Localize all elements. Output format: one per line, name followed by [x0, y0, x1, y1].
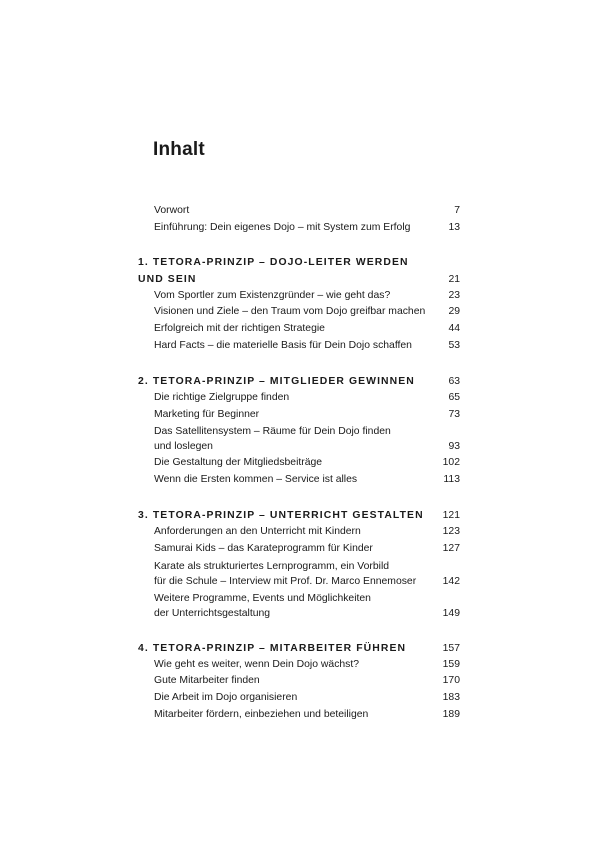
toc-entry-page: 13 — [448, 221, 460, 233]
chapter-heading-page: 157 — [442, 642, 460, 654]
spacer — [138, 355, 460, 373]
chapter-heading-page: 21 — [448, 273, 460, 285]
toc-entry-title: Die richtige Zielgruppe finden — [154, 391, 290, 403]
toc-entry[interactable] — [138, 590, 460, 622]
spacer — [138, 237, 460, 254]
toc-front-matter — [138, 203, 460, 237]
toc-entry-page: 159 — [442, 658, 460, 670]
toc-chapter-heading[interactable] — [138, 373, 460, 390]
toc-entry[interactable] — [138, 220, 460, 237]
toc-chapter-heading[interactable] — [138, 507, 460, 524]
toc-entry-page: 113 — [443, 474, 460, 486]
spacer — [138, 489, 460, 507]
toc-entry-title: Mitarbeiter fördern, einbeziehen und beteiligen — [154, 708, 369, 720]
toc-entry-title: Wie geht es weiter, wenn Dein Dojo wächst? — [154, 658, 360, 670]
chapter-heading-title: 1. TETORA-PRINZIP – DOJO-LEITER WERDEN UND SEIN — [138, 256, 409, 285]
toc-entry-page: 44 — [448, 323, 460, 335]
toc-entry-page: 127 — [442, 542, 460, 554]
toc-entry-title: Anforderungen an den Unterricht mit Kindern — [154, 525, 361, 537]
toc-entry-page: 142 — [442, 575, 460, 587]
toc-chapter-4 — [138, 640, 460, 724]
toc-entry-title: Hard Facts – die materielle Basis für Dein Dojo schaffen — [154, 339, 412, 351]
toc-entry-title: Gute Mitarbeiter finden — [154, 675, 260, 687]
toc-chapter-heading[interactable] — [138, 254, 460, 288]
toc-entry[interactable] — [138, 321, 460, 338]
toc-entry[interactable] — [138, 673, 460, 690]
toc-entry-title: Weitere Programme, Events und Möglichkeiten der Unterrichtsgestaltung — [154, 592, 371, 619]
toc-entry[interactable] — [138, 657, 460, 674]
toc-entry-page: 7 — [454, 205, 460, 216]
toc-entry-title: Wenn die Ersten kommen – Service ist alles — [154, 474, 358, 486]
toc-entry[interactable] — [138, 203, 460, 220]
toc-entry[interactable] — [138, 390, 460, 407]
toc-entry[interactable] — [138, 304, 460, 321]
toc-entry-title: Vom Sportler zum Existenzgründer – wie geht das? — [154, 289, 391, 301]
toc-entry[interactable] — [138, 690, 460, 707]
toc-entry-title: Marketing für Beginner — [154, 408, 260, 420]
toc-entry[interactable] — [138, 423, 460, 455]
toc-entry-title: Karate als strukturiertes Lernprogramm, ein Vorbild für die Schule – Interview mit Prof. Dr. Marco Ennemoser — [154, 560, 417, 587]
toc-entry-title: Die Gestaltung der Mitgliedsbeiträge — [154, 457, 323, 469]
chapter-heading-title: 2. TETORA-PRINZIP – MITGLIEDER GEWINNEN — [138, 375, 415, 387]
toc-entry-page: 183 — [442, 692, 460, 704]
page-title: Inhalt — [153, 139, 205, 160]
toc-entry-page: 23 — [448, 289, 460, 301]
toc-entry-page: 123 — [442, 525, 460, 537]
toc-entry[interactable] — [138, 472, 460, 489]
toc-entry-title: Samurai Kids – das Karateprogramm für Kinder — [154, 542, 373, 554]
toc-entry[interactable] — [138, 288, 460, 305]
chapter-heading-page: 63 — [448, 375, 460, 387]
chapter-heading-title: 3. TETORA-PRINZIP – UNTERRICHT GESTALTEN — [138, 509, 424, 521]
toc-entry-title: Visionen und Ziele – den Traum vom Dojo greifbar machen — [154, 306, 426, 318]
toc-entry-page: 170 — [442, 675, 460, 687]
toc-entry-title: Vorwort — [154, 205, 190, 216]
toc-entry-page: 73 — [448, 408, 460, 420]
chapter-heading-page: 121 — [442, 509, 460, 521]
chapter-heading-title: 4. TETORA-PRINZIP – MITARBEITER FÜHREN — [138, 642, 407, 654]
toc-entry[interactable] — [138, 524, 460, 541]
table-of-contents — [138, 203, 460, 724]
toc-entry[interactable] — [138, 558, 460, 590]
toc-entry-page: 65 — [448, 391, 460, 403]
toc-entry[interactable] — [138, 541, 460, 558]
toc-entry[interactable] — [138, 707, 460, 724]
toc-entry-page: 93 — [448, 441, 460, 453]
toc-chapter-3 — [138, 507, 460, 622]
toc-chapter-2 — [138, 373, 460, 489]
toc-entry-title: Das Satellitensystem – Räume für Dein Dojo finden und loslegen — [154, 426, 391, 453]
toc-entry-page: 29 — [448, 306, 460, 318]
toc-entry[interactable] — [138, 338, 460, 355]
toc-entry-title: Die Arbeit im Dojo organisieren — [154, 692, 298, 704]
toc-entry-title: Erfolgreich mit der richtigen Strategie — [154, 323, 325, 335]
toc-entry[interactable] — [138, 455, 460, 472]
toc-entry-page: 189 — [442, 708, 460, 720]
toc-chapter-heading[interactable] — [138, 640, 460, 657]
toc-entry-page: 149 — [442, 607, 460, 619]
toc-entry-title: Einführung: Dein eigenes Dojo – mit System zum Erfolg — [154, 221, 411, 233]
toc-entry-page: 102 — [442, 457, 460, 469]
toc-entry-page: 53 — [448, 339, 460, 351]
spacer — [138, 622, 460, 640]
toc-chapter-1 — [138, 254, 460, 355]
toc-entry[interactable] — [138, 407, 460, 424]
